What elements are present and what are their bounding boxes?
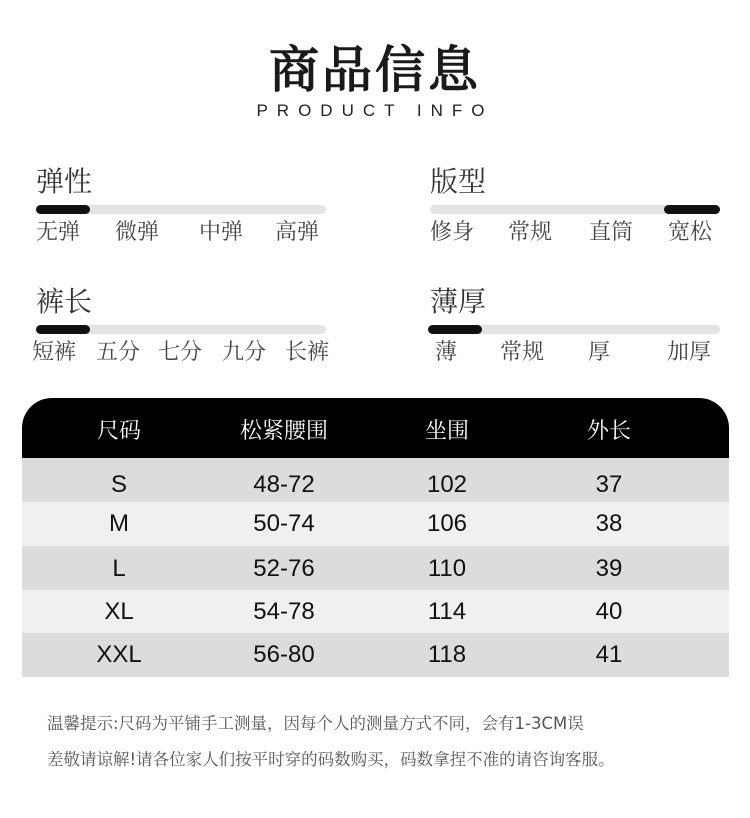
attribute-option: 加厚 <box>667 340 712 365</box>
table-header <box>22 398 729 458</box>
table-cell: 48-72 <box>253 471 315 498</box>
table-row <box>22 458 729 502</box>
table-row <box>22 546 729 590</box>
attribute-option: 九分 <box>222 340 267 365</box>
attribute-bar-indicator <box>36 205 90 214</box>
attribute-label: 弹性 <box>36 165 93 198</box>
attribute-option: 短裤 <box>32 340 77 365</box>
table-cell: 102 <box>426 471 468 498</box>
attribute-bar <box>36 205 326 214</box>
table-row <box>22 502 729 546</box>
attribute-option: 常规 <box>500 340 545 365</box>
attribute-label: 薄厚 <box>430 285 487 318</box>
table-cell: XXL <box>96 641 142 668</box>
table-cell: 52-76 <box>253 555 315 582</box>
table-cell: 106 <box>426 510 468 537</box>
page-title: 商品信息 <box>269 41 481 99</box>
table-cell: 38 <box>595 510 623 537</box>
notice-line-1: 温馨提示:尺码为平铺手工测量，因每个人的测量方式不同，会有1-3CM误 <box>47 714 584 733</box>
table-cell: M <box>109 510 129 537</box>
notice-line-2: 差敬请谅解!请各位家人们按平时穿的码数购买，码数拿捏不准的请咨询客服。 <box>47 750 615 769</box>
attribute-option: 无弹 <box>36 220 81 245</box>
attribute-length <box>32 284 330 374</box>
attribute-bar-indicator <box>428 325 482 334</box>
attribute-option: 常规 <box>508 220 553 245</box>
table-cell: 54-78 <box>253 598 315 625</box>
table-cell: S <box>110 471 127 498</box>
attribute-option: 五分 <box>96 340 141 365</box>
table-cell: 118 <box>427 641 467 668</box>
table-cell: 114 <box>427 598 467 625</box>
table-row <box>22 590 729 633</box>
attribute-bar-indicator <box>664 205 720 214</box>
attribute-option: 高弹 <box>275 220 320 245</box>
attribute-bar <box>430 325 720 334</box>
attribute-label: 裤长 <box>36 285 93 318</box>
column-header-hip: 坐围 <box>424 419 469 444</box>
table-cell: 40 <box>595 598 623 625</box>
table-cell: 110 <box>427 555 467 582</box>
attribute-option: 厚 <box>588 340 611 365</box>
attribute-option: 七分 <box>158 340 203 365</box>
size-table <box>22 398 729 677</box>
column-header-size: 尺码 <box>96 419 141 444</box>
page-subtitle: PRODUCT INFO <box>256 101 494 120</box>
column-header-length: 外长 <box>586 419 631 444</box>
attribute-option: 直筒 <box>589 220 634 245</box>
attribute-option: 微弹 <box>115 220 160 245</box>
attribute-bar-indicator <box>36 325 90 334</box>
table-cell: 41 <box>595 641 623 668</box>
table-cell: L <box>112 555 126 582</box>
attribute-option: 修身 <box>430 220 475 245</box>
table-cell: 50-74 <box>253 510 315 537</box>
attribute-thickness <box>430 284 722 374</box>
table-cell: 37 <box>595 471 623 498</box>
attribute-option: 中弹 <box>199 220 244 245</box>
attribute-bar <box>430 205 720 214</box>
table-row <box>22 633 729 677</box>
attribute-bar <box>36 325 326 334</box>
attribute-elasticity <box>36 164 328 254</box>
table-cell: 39 <box>595 555 623 582</box>
table-cell: XL <box>104 598 134 625</box>
attribute-option: 长裤 <box>285 340 330 365</box>
attribute-option: 薄 <box>435 340 458 365</box>
column-header-waist: 松紧腰围 <box>239 419 328 444</box>
attribute-option: 宽松 <box>668 220 713 245</box>
attribute-label: 版型 <box>430 165 487 198</box>
table-cell: 56-80 <box>253 641 315 668</box>
attribute-fit <box>430 164 722 254</box>
